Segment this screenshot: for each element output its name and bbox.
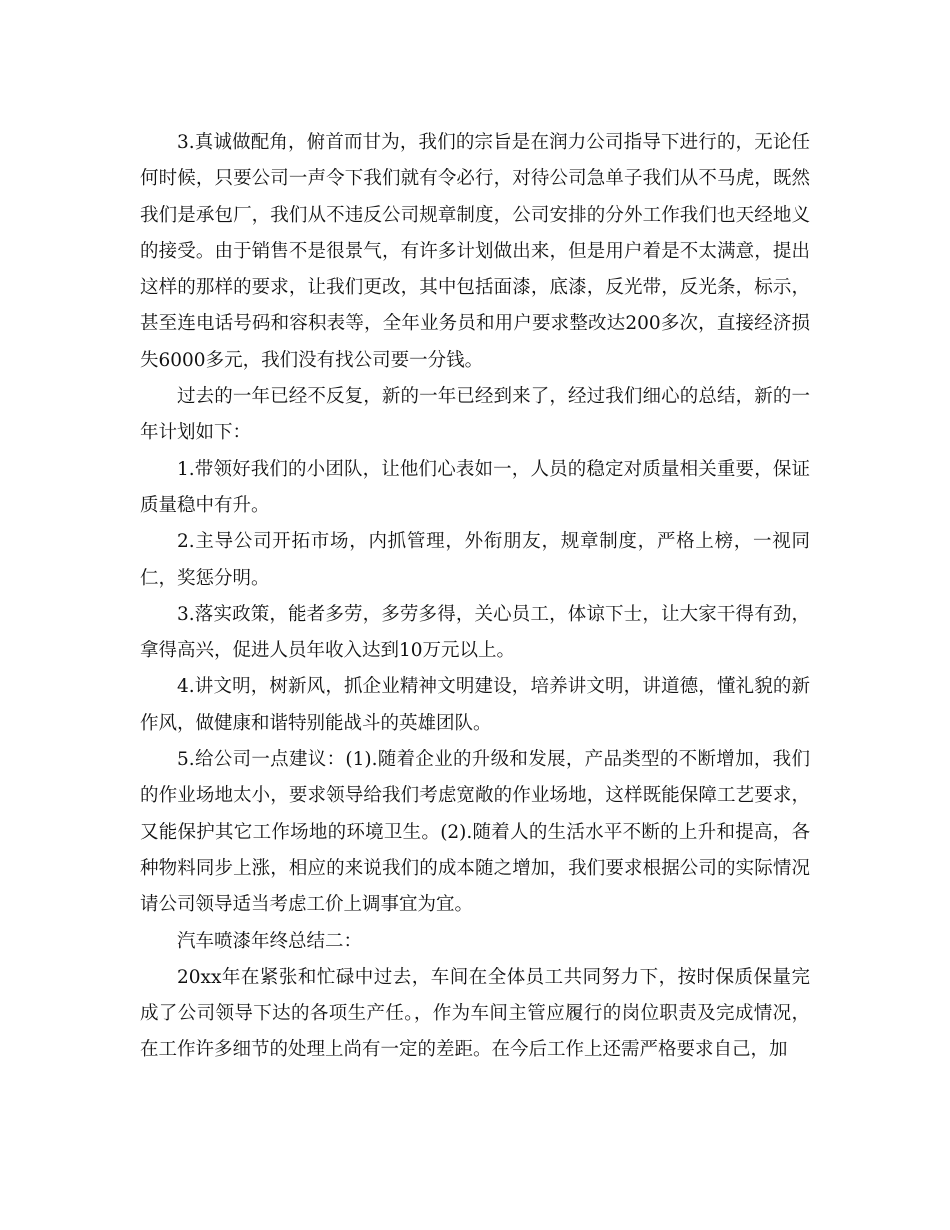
paragraph-plan-item-3: 3.落实政策，能者多劳，多劳多得，关心员工，体谅下士，让大家干得有劲，拿得高兴，促进人员年收入达到10万元以上。 xyxy=(140,603,810,662)
paragraph-plan-item-5: 5.给公司一点建议：(1).随着企业的升级和发展，产品类型的不断增加，我们的作业场地太小，要求领导给我们考虑宽敞的作业场地，这样既能保障工艺要求，又能保护其它工作场地的环境卫生。(2).随着人的生活水平不断的上升和提高，各种物料同步上涨，相应的来说我们的成本随之增加，我们要求根据公司的实际情况请公司领导适当考虑工价上调事宜为宜。 xyxy=(140,749,810,916)
paragraph-sincere-supporting-role: 3.真诚做配角，俯首而甘为，我们的宗旨是在润力公司指导下进行的，无论任何时候，只要公司一声令下我们就有令必行，对待公司急单子我们从不马虎，既然我们是承包厂，我们从不违反公司规章制度，公司安排的分外工作我们也天经地义的接受。由于销售不是很景气，有许多计划做出来，但是用户着是不太满意，提出这样的那样的要求，让我们更改，其中包括面漆，底漆，反光带，反光条，标示，甚至连电话号码和容积表等，全年业务员和用户要求整改达200多次，直接经济损失6000多元，我们没有找公司要一分钱。 xyxy=(140,132,810,371)
paragraph-new-year-intro: 过去的一年已经不反复，新的一年已经到来了，经过我们细心的总结，新的一年计划如下： xyxy=(140,386,810,444)
document-body xyxy=(140,125,810,1069)
paragraph-plan-item-1: 1.带领好我们的小团队，让他们心表如一，人员的稳定对质量相关重要，保证质量稳中有升。 xyxy=(140,458,810,516)
paragraph-plan-item-4: 4.讲文明，树新风，抓企业精神文明建设，培养讲文明，讲道德，懂礼貌的新作风，做健康和谐特别能战斗的英雄团队。 xyxy=(140,676,810,734)
paragraph-plan-item-2: 2.主导公司开拓市场，内抓管理，外衔朋友，规章制度，严格上榜，一视同仁，奖惩分明。 xyxy=(140,531,810,589)
paragraph-summary-two-body: 20xx年在紧张和忙碌中过去，车间在全体员工共同努力下，按时保质保量完成了公司领导下达的各项生产任。，作为车间主管应履行的岗位职责及完成情况，在工作许多细节的处理上尚有一定的差距。在今后工作上还需严格要求自己，加 xyxy=(140,966,810,1061)
section-heading-summary-two: 汽车喷漆年终总结二： xyxy=(177,930,363,952)
